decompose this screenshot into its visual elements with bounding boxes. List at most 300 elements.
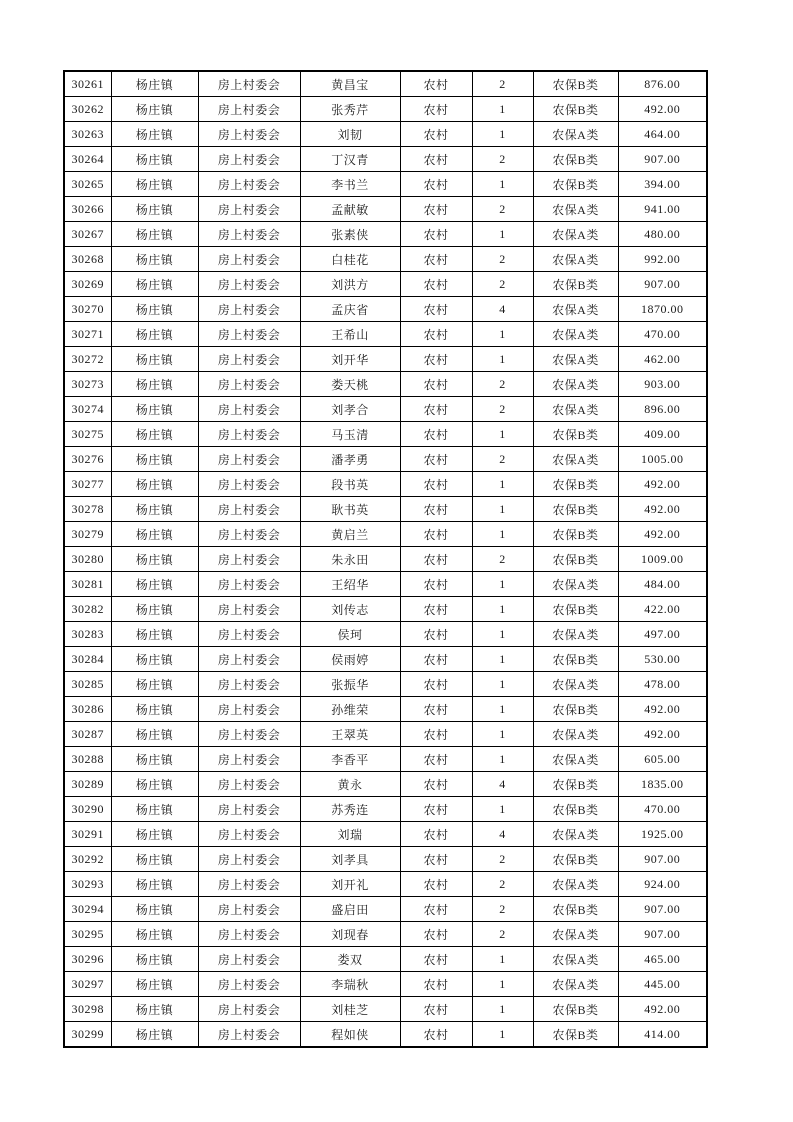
household-type-cell: 农村 <box>400 547 472 572</box>
insurance-category-cell: 农保B类 <box>533 147 618 172</box>
insurance-category-cell: 农保A类 <box>533 872 618 897</box>
person-name-cell: 娄双 <box>300 947 400 972</box>
person-name-cell: 段书英 <box>300 472 400 497</box>
village-committee-cell: 房上村委会 <box>198 647 300 672</box>
serial-cell: 30264 <box>64 147 111 172</box>
household-type-cell: 农村 <box>400 272 472 297</box>
insurance-category-cell: 农保A类 <box>533 747 618 772</box>
person-count-cell: 2 <box>472 847 533 872</box>
village-committee-cell: 房上村委会 <box>198 272 300 297</box>
household-type-cell: 农村 <box>400 71 472 97</box>
table-row <box>64 347 707 372</box>
person-count-cell: 1 <box>472 597 533 622</box>
household-type-cell: 农村 <box>400 322 472 347</box>
village-committee-cell: 房上村委会 <box>198 347 300 372</box>
household-type-cell: 农村 <box>400 847 472 872</box>
serial-cell: 30267 <box>64 222 111 247</box>
village-committee-cell: 房上村委会 <box>198 872 300 897</box>
town-cell: 杨庄镇 <box>111 897 198 922</box>
town-cell: 杨庄镇 <box>111 547 198 572</box>
insurance-category-cell: 农保B类 <box>533 847 618 872</box>
person-name-cell: 孟庆省 <box>300 297 400 322</box>
person-name-cell: 娄天桃 <box>300 372 400 397</box>
serial-cell: 30290 <box>64 797 111 822</box>
town-cell: 杨庄镇 <box>111 472 198 497</box>
person-count-cell: 2 <box>472 247 533 272</box>
person-count-cell: 1 <box>472 322 533 347</box>
town-cell: 杨庄镇 <box>111 497 198 522</box>
table-row <box>64 647 707 672</box>
table-row <box>64 547 707 572</box>
amount-cell: 484.00 <box>618 572 707 597</box>
town-cell: 杨庄镇 <box>111 772 198 797</box>
serial-cell: 30277 <box>64 472 111 497</box>
serial-cell: 30282 <box>64 597 111 622</box>
person-name-cell: 孟献敏 <box>300 197 400 222</box>
household-type-cell: 农村 <box>400 647 472 672</box>
insurance-category-cell: 农保B类 <box>533 472 618 497</box>
person-count-cell: 1 <box>472 947 533 972</box>
household-type-cell: 农村 <box>400 497 472 522</box>
household-type-cell: 农村 <box>400 747 472 772</box>
person-name-cell: 黄永 <box>300 772 400 797</box>
town-cell: 杨庄镇 <box>111 322 198 347</box>
town-cell: 杨庄镇 <box>111 872 198 897</box>
village-committee-cell: 房上村委会 <box>198 222 300 247</box>
person-count-cell: 1 <box>472 172 533 197</box>
person-count-cell: 1 <box>472 972 533 997</box>
amount-cell: 497.00 <box>618 622 707 647</box>
serial-cell: 30286 <box>64 697 111 722</box>
insurance-category-cell: 农保A类 <box>533 322 618 347</box>
table-row <box>64 897 707 922</box>
town-cell: 杨庄镇 <box>111 397 198 422</box>
table-row <box>64 322 707 347</box>
amount-cell: 896.00 <box>618 397 707 422</box>
household-type-cell: 农村 <box>400 972 472 997</box>
person-count-cell: 1 <box>472 497 533 522</box>
serial-cell: 30281 <box>64 572 111 597</box>
table-row <box>64 722 707 747</box>
serial-cell: 30293 <box>64 872 111 897</box>
person-count-cell: 1 <box>472 472 533 497</box>
person-name-cell: 张素侠 <box>300 222 400 247</box>
person-name-cell: 王绍华 <box>300 572 400 597</box>
village-committee-cell: 房上村委会 <box>198 822 300 847</box>
serial-cell: 30283 <box>64 622 111 647</box>
person-name-cell: 王翠英 <box>300 722 400 747</box>
table-row <box>64 247 707 272</box>
person-count-cell: 2 <box>472 272 533 297</box>
town-cell: 杨庄镇 <box>111 197 198 222</box>
table-body <box>64 71 707 1047</box>
table-row <box>64 772 707 797</box>
table-row <box>64 597 707 622</box>
table-row <box>64 122 707 147</box>
person-name-cell: 刘韧 <box>300 122 400 147</box>
person-name-cell: 黄启兰 <box>300 522 400 547</box>
table-row <box>64 972 707 997</box>
amount-cell: 1925.00 <box>618 822 707 847</box>
amount-cell: 465.00 <box>618 947 707 972</box>
amount-cell: 462.00 <box>618 347 707 372</box>
town-cell: 杨庄镇 <box>111 597 198 622</box>
household-type-cell: 农村 <box>400 397 472 422</box>
insurance-category-cell: 农保B类 <box>533 647 618 672</box>
person-name-cell: 张秀芹 <box>300 97 400 122</box>
person-name-cell: 李书兰 <box>300 172 400 197</box>
household-type-cell: 农村 <box>400 922 472 947</box>
household-type-cell: 农村 <box>400 1022 472 1048</box>
person-name-cell: 刘桂芝 <box>300 997 400 1022</box>
person-count-cell: 1 <box>472 97 533 122</box>
amount-cell: 492.00 <box>618 497 707 522</box>
town-cell: 杨庄镇 <box>111 622 198 647</box>
serial-cell: 30279 <box>64 522 111 547</box>
person-count-cell: 1 <box>472 1022 533 1048</box>
village-committee-cell: 房上村委会 <box>198 747 300 772</box>
insurance-category-cell: 农保B类 <box>533 71 618 97</box>
person-name-cell: 朱永田 <box>300 547 400 572</box>
household-type-cell: 农村 <box>400 222 472 247</box>
village-committee-cell: 房上村委会 <box>198 972 300 997</box>
table-row <box>64 447 707 472</box>
insurance-category-cell: 农保B类 <box>533 797 618 822</box>
table-row <box>64 472 707 497</box>
serial-cell: 30263 <box>64 122 111 147</box>
serial-cell: 30297 <box>64 972 111 997</box>
town-cell: 杨庄镇 <box>111 297 198 322</box>
amount-cell: 492.00 <box>618 697 707 722</box>
serial-cell: 30276 <box>64 447 111 472</box>
amount-cell: 480.00 <box>618 222 707 247</box>
household-type-cell: 农村 <box>400 122 472 147</box>
person-name-cell: 孙维荣 <box>300 697 400 722</box>
town-cell: 杨庄镇 <box>111 822 198 847</box>
person-count-cell: 4 <box>472 772 533 797</box>
serial-cell: 30275 <box>64 422 111 447</box>
person-count-cell: 1 <box>472 522 533 547</box>
insurance-category-cell: 农保B类 <box>533 97 618 122</box>
person-name-cell: 苏秀连 <box>300 797 400 822</box>
table-row <box>64 822 707 847</box>
household-type-cell: 农村 <box>400 597 472 622</box>
serial-cell: 30296 <box>64 947 111 972</box>
insurance-category-cell: 农保B类 <box>533 172 618 197</box>
household-type-cell: 农村 <box>400 697 472 722</box>
person-count-cell: 2 <box>472 147 533 172</box>
serial-cell: 30285 <box>64 672 111 697</box>
village-committee-cell: 房上村委会 <box>198 447 300 472</box>
table-row <box>64 71 707 97</box>
serial-cell: 30295 <box>64 922 111 947</box>
household-type-cell: 农村 <box>400 347 472 372</box>
data-table <box>63 70 708 1048</box>
person-name-cell: 刘瑞 <box>300 822 400 847</box>
insurance-category-cell: 农保B类 <box>533 997 618 1022</box>
village-committee-cell: 房上村委会 <box>198 247 300 272</box>
person-name-cell: 黄昌宝 <box>300 71 400 97</box>
town-cell: 杨庄镇 <box>111 747 198 772</box>
village-committee-cell: 房上村委会 <box>198 372 300 397</box>
village-committee-cell: 房上村委会 <box>198 572 300 597</box>
amount-cell: 907.00 <box>618 922 707 947</box>
village-committee-cell: 房上村委会 <box>198 322 300 347</box>
village-committee-cell: 房上村委会 <box>198 772 300 797</box>
person-name-cell: 刘开礼 <box>300 872 400 897</box>
person-name-cell: 刘洪方 <box>300 272 400 297</box>
village-committee-cell: 房上村委会 <box>198 472 300 497</box>
person-count-cell: 2 <box>472 547 533 572</box>
town-cell: 杨庄镇 <box>111 647 198 672</box>
serial-cell: 30292 <box>64 847 111 872</box>
insurance-category-cell: 农保B类 <box>533 897 618 922</box>
amount-cell: 394.00 <box>618 172 707 197</box>
person-count-cell: 4 <box>472 297 533 322</box>
person-name-cell: 李香平 <box>300 747 400 772</box>
table-row <box>64 697 707 722</box>
town-cell: 杨庄镇 <box>111 172 198 197</box>
table-row <box>64 197 707 222</box>
household-type-cell: 农村 <box>400 772 472 797</box>
amount-cell: 492.00 <box>618 522 707 547</box>
person-count-cell: 2 <box>472 447 533 472</box>
household-type-cell: 农村 <box>400 722 472 747</box>
person-count-cell: 2 <box>472 71 533 97</box>
village-committee-cell: 房上村委会 <box>198 422 300 447</box>
person-name-cell: 丁汉青 <box>300 147 400 172</box>
household-type-cell: 农村 <box>400 447 472 472</box>
village-committee-cell: 房上村委会 <box>198 997 300 1022</box>
town-cell: 杨庄镇 <box>111 997 198 1022</box>
village-committee-cell: 房上村委会 <box>198 97 300 122</box>
amount-cell: 445.00 <box>618 972 707 997</box>
town-cell: 杨庄镇 <box>111 222 198 247</box>
insurance-category-cell: 农保B类 <box>533 522 618 547</box>
village-committee-cell: 房上村委会 <box>198 71 300 97</box>
insurance-category-cell: 农保A类 <box>533 247 618 272</box>
amount-cell: 903.00 <box>618 372 707 397</box>
insurance-category-cell: 农保B类 <box>533 497 618 522</box>
insurance-category-cell: 农保A类 <box>533 722 618 747</box>
table-row <box>64 797 707 822</box>
household-type-cell: 农村 <box>400 522 472 547</box>
amount-cell: 470.00 <box>618 322 707 347</box>
table-row <box>64 222 707 247</box>
town-cell: 杨庄镇 <box>111 422 198 447</box>
insurance-category-cell: 农保B类 <box>533 272 618 297</box>
amount-cell: 907.00 <box>618 272 707 297</box>
person-name-cell: 白桂花 <box>300 247 400 272</box>
person-count-cell: 1 <box>472 422 533 447</box>
table-row <box>64 672 707 697</box>
amount-cell: 464.00 <box>618 122 707 147</box>
person-count-cell: 1 <box>472 622 533 647</box>
amount-cell: 414.00 <box>618 1022 707 1048</box>
serial-cell: 30278 <box>64 497 111 522</box>
household-type-cell: 农村 <box>400 997 472 1022</box>
table-row <box>64 572 707 597</box>
person-count-cell: 2 <box>472 872 533 897</box>
table-row <box>64 622 707 647</box>
person-count-cell: 2 <box>472 397 533 422</box>
insurance-category-cell: 农保A类 <box>533 197 618 222</box>
village-committee-cell: 房上村委会 <box>198 497 300 522</box>
amount-cell: 876.00 <box>618 71 707 97</box>
village-committee-cell: 房上村委会 <box>198 397 300 422</box>
village-committee-cell: 房上村委会 <box>198 147 300 172</box>
table-row <box>64 872 707 897</box>
amount-cell: 907.00 <box>618 147 707 172</box>
amount-cell: 1009.00 <box>618 547 707 572</box>
serial-cell: 30262 <box>64 97 111 122</box>
insurance-category-cell: 农保A类 <box>533 372 618 397</box>
person-count-cell: 1 <box>472 647 533 672</box>
town-cell: 杨庄镇 <box>111 522 198 547</box>
household-type-cell: 农村 <box>400 172 472 197</box>
amount-cell: 530.00 <box>618 647 707 672</box>
amount-cell: 492.00 <box>618 97 707 122</box>
household-type-cell: 农村 <box>400 372 472 397</box>
amount-cell: 470.00 <box>618 797 707 822</box>
town-cell: 杨庄镇 <box>111 97 198 122</box>
town-cell: 杨庄镇 <box>111 347 198 372</box>
insurance-category-cell: 农保A类 <box>533 222 618 247</box>
person-count-cell: 1 <box>472 997 533 1022</box>
person-name-cell: 刘孝具 <box>300 847 400 872</box>
person-count-cell: 2 <box>472 922 533 947</box>
amount-cell: 605.00 <box>618 747 707 772</box>
table-row <box>64 147 707 172</box>
household-type-cell: 农村 <box>400 672 472 697</box>
household-type-cell: 农村 <box>400 472 472 497</box>
village-committee-cell: 房上村委会 <box>198 547 300 572</box>
amount-cell: 907.00 <box>618 847 707 872</box>
insurance-category-cell: 农保A类 <box>533 822 618 847</box>
amount-cell: 492.00 <box>618 997 707 1022</box>
person-count-cell: 1 <box>472 797 533 822</box>
table-row <box>64 522 707 547</box>
household-type-cell: 农村 <box>400 822 472 847</box>
village-committee-cell: 房上村委会 <box>198 947 300 972</box>
insurance-category-cell: 农保A类 <box>533 947 618 972</box>
table-row <box>64 272 707 297</box>
person-count-cell: 1 <box>472 222 533 247</box>
serial-cell: 30266 <box>64 197 111 222</box>
person-name-cell: 刘现春 <box>300 922 400 947</box>
town-cell: 杨庄镇 <box>111 272 198 297</box>
table-row <box>64 372 707 397</box>
amount-cell: 992.00 <box>618 247 707 272</box>
household-type-cell: 农村 <box>400 422 472 447</box>
village-committee-cell: 房上村委会 <box>198 122 300 147</box>
serial-cell: 30298 <box>64 997 111 1022</box>
person-name-cell: 侯珂 <box>300 622 400 647</box>
table-row <box>64 297 707 322</box>
town-cell: 杨庄镇 <box>111 722 198 747</box>
town-cell: 杨庄镇 <box>111 972 198 997</box>
serial-cell: 30271 <box>64 322 111 347</box>
village-committee-cell: 房上村委会 <box>198 197 300 222</box>
person-name-cell: 李瑞秋 <box>300 972 400 997</box>
village-committee-cell: 房上村委会 <box>198 697 300 722</box>
person-name-cell: 刘开华 <box>300 347 400 372</box>
serial-cell: 30294 <box>64 897 111 922</box>
table-row <box>64 497 707 522</box>
insurance-category-cell: 农保B类 <box>533 772 618 797</box>
household-type-cell: 农村 <box>400 947 472 972</box>
amount-cell: 422.00 <box>618 597 707 622</box>
amount-cell: 409.00 <box>618 422 707 447</box>
household-type-cell: 农村 <box>400 622 472 647</box>
insurance-category-cell: 农保B类 <box>533 422 618 447</box>
table-row <box>64 397 707 422</box>
household-type-cell: 农村 <box>400 197 472 222</box>
amount-cell: 478.00 <box>618 672 707 697</box>
insurance-category-cell: 农保A类 <box>533 972 618 997</box>
person-name-cell: 刘传志 <box>300 597 400 622</box>
insurance-category-cell: 农保A类 <box>533 397 618 422</box>
person-count-cell: 1 <box>472 347 533 372</box>
household-type-cell: 农村 <box>400 147 472 172</box>
serial-cell: 30289 <box>64 772 111 797</box>
household-type-cell: 农村 <box>400 872 472 897</box>
town-cell: 杨庄镇 <box>111 247 198 272</box>
table-row <box>64 922 707 947</box>
serial-cell: 30291 <box>64 822 111 847</box>
amount-cell: 1005.00 <box>618 447 707 472</box>
insurance-category-cell: 农保A类 <box>533 297 618 322</box>
household-type-cell: 农村 <box>400 247 472 272</box>
town-cell: 杨庄镇 <box>111 147 198 172</box>
town-cell: 杨庄镇 <box>111 71 198 97</box>
village-committee-cell: 房上村委会 <box>198 797 300 822</box>
person-name-cell: 张振华 <box>300 672 400 697</box>
insurance-category-cell: 农保A类 <box>533 447 618 472</box>
serial-cell: 30274 <box>64 397 111 422</box>
household-type-cell: 农村 <box>400 897 472 922</box>
person-count-cell: 4 <box>472 822 533 847</box>
insurance-category-cell: 农保A类 <box>533 347 618 372</box>
amount-cell: 492.00 <box>618 722 707 747</box>
town-cell: 杨庄镇 <box>111 122 198 147</box>
person-name-cell: 马玉清 <box>300 422 400 447</box>
town-cell: 杨庄镇 <box>111 447 198 472</box>
insurance-category-cell: 农保B类 <box>533 697 618 722</box>
village-committee-cell: 房上村委会 <box>198 922 300 947</box>
household-type-cell: 农村 <box>400 797 472 822</box>
town-cell: 杨庄镇 <box>111 697 198 722</box>
table-row <box>64 97 707 122</box>
amount-cell: 941.00 <box>618 197 707 222</box>
village-committee-cell: 房上村委会 <box>198 597 300 622</box>
serial-cell: 30288 <box>64 747 111 772</box>
amount-cell: 924.00 <box>618 872 707 897</box>
village-committee-cell: 房上村委会 <box>198 622 300 647</box>
village-committee-cell: 房上村委会 <box>198 172 300 197</box>
village-committee-cell: 房上村委会 <box>198 847 300 872</box>
person-count-cell: 2 <box>472 897 533 922</box>
household-type-cell: 农村 <box>400 572 472 597</box>
table-row <box>64 747 707 772</box>
person-count-cell: 1 <box>472 572 533 597</box>
insurance-category-cell: 农保A类 <box>533 122 618 147</box>
serial-cell: 30272 <box>64 347 111 372</box>
town-cell: 杨庄镇 <box>111 797 198 822</box>
person-name-cell: 王希山 <box>300 322 400 347</box>
table-row <box>64 172 707 197</box>
amount-cell: 907.00 <box>618 897 707 922</box>
